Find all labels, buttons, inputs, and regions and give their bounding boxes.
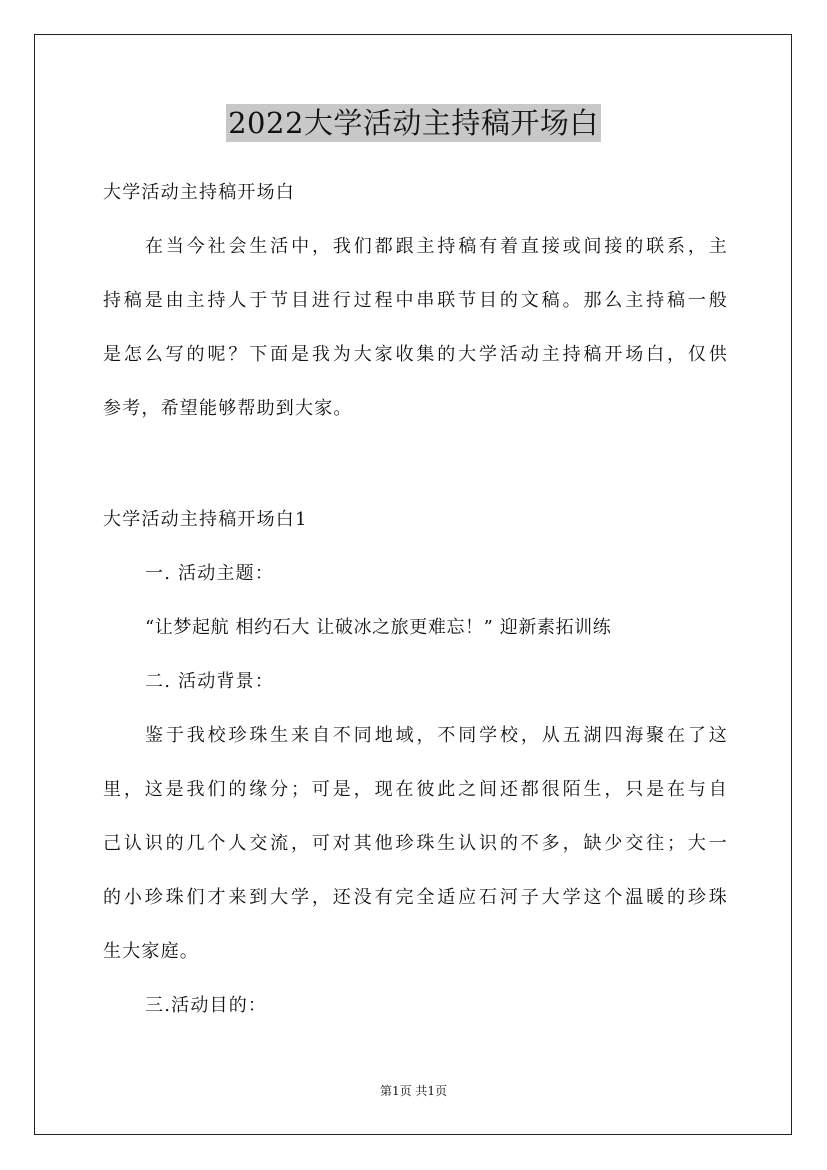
- background-paragraph: [103, 709, 728, 979]
- item2-heading: 二. 活动背景：: [145, 671, 275, 692]
- background-line: 生大家庭。: [103, 941, 199, 962]
- item1-heading: 一. 活动主题：: [145, 563, 275, 584]
- item1-text: “让梦起航 相约石大 让破冰之旅更难忘！” 迎新素拓训练: [145, 617, 612, 638]
- subtitle: 大学活动主持稿开场白: [103, 182, 295, 203]
- document-title: 2022大学活动主持稿开场白: [228, 106, 599, 140]
- intro-line: 参考，希望能够帮助到大家。: [103, 398, 353, 419]
- section-heading: 大学活动主持稿开场白1: [103, 509, 308, 530]
- background-line: 己认识的几个人交流，可对其他珍珠生认识的不多，缺少交往；大一: [103, 833, 728, 854]
- background-line: 鉴于我校珍珠生来自不同地域，不同学校，从五湖四海聚在了这: [145, 725, 728, 746]
- title-container: [0, 104, 827, 142]
- intro-line: 是怎么写的呢？下面是我为大家收集的大学活动主持稿开场白，仅供: [103, 344, 728, 365]
- intro-paragraph: [103, 220, 728, 436]
- item3-heading: 三.活动目的：: [145, 995, 268, 1016]
- background-line: 里，这是我们的缘分；可是，现在彼此之间还都很陌生，只是在与自: [103, 779, 728, 800]
- intro-line: 在当今社会生活中，我们都跟主持稿有着直接或间接的联系，主: [145, 236, 728, 257]
- background-line: 的小珍珠们才来到大学，还没有完全适应石河子大学这个温暖的珍珠: [103, 887, 728, 908]
- intro-line: 持稿是由主持人于节目进行过程中串联节目的文稿。那么主持稿一般: [103, 290, 728, 311]
- page-footer: 第1页 共1页: [379, 1084, 448, 1098]
